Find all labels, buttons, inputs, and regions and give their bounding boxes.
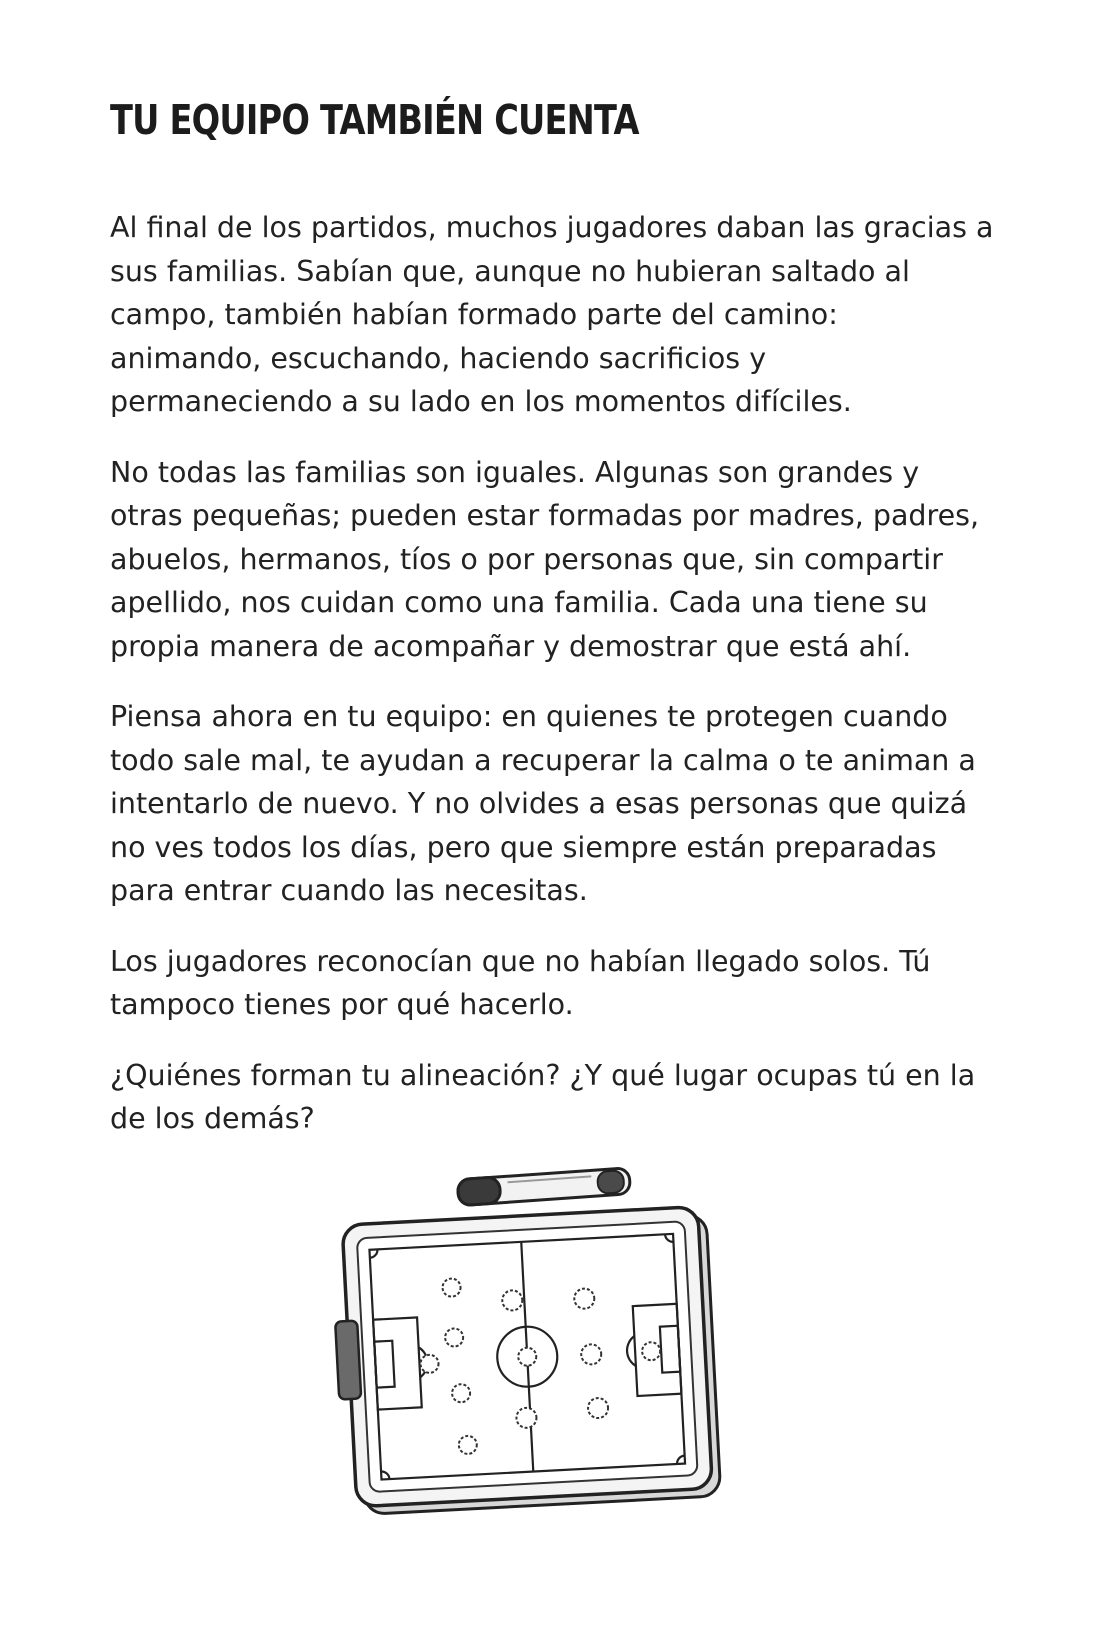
paragraph: ¿Quiénes forman tu alineación? ¿Y qué lugar ocupas tú en la de los demás? bbox=[110, 1058, 976, 1135]
page-title: TU EQUIPO TAMBIÉN CUENTA bbox=[110, 96, 639, 144]
paragraph: Al final de los partidos, muchos jugadores daban las gracias a sus familias. Sabían que, aunque no hubieran saltado al campo, también habían formado parte del camino: animando, escuchando, haciendo sacrificios y permaneciendo a su lado en los momentos difíciles. bbox=[110, 211, 994, 418]
marker-pen-icon bbox=[457, 1168, 630, 1206]
tactics-board-icon bbox=[280, 1160, 840, 1540]
paragraph: No todas las familias son iguales. Algunas son grandes y otras pequeñas; pueden estar formadas por madres, padres, abuelos, hermanos, tíos o por personas que, sin compartir apellido, nos cuidan como una familia. Cada una tiene su propia manera de acompañar y demostrar que está ahí. bbox=[110, 455, 980, 663]
paragraph: Los jugadores reconocían que no habían llegado solos. Tú tampoco tienes por qué hacerlo. bbox=[110, 944, 931, 1021]
body-text bbox=[110, 206, 995, 1168]
paragraph: Piensa ahora en tu equipo: en quienes te protegen cuando todo sale mal, te ayudan a recuperar la calma o te animan a intentarlo de nuevo. Y no olvides a esas personas que quizá no ves todos los días, pero que siempre están preparadas para entrar cuando las necesitas. bbox=[110, 700, 976, 907]
